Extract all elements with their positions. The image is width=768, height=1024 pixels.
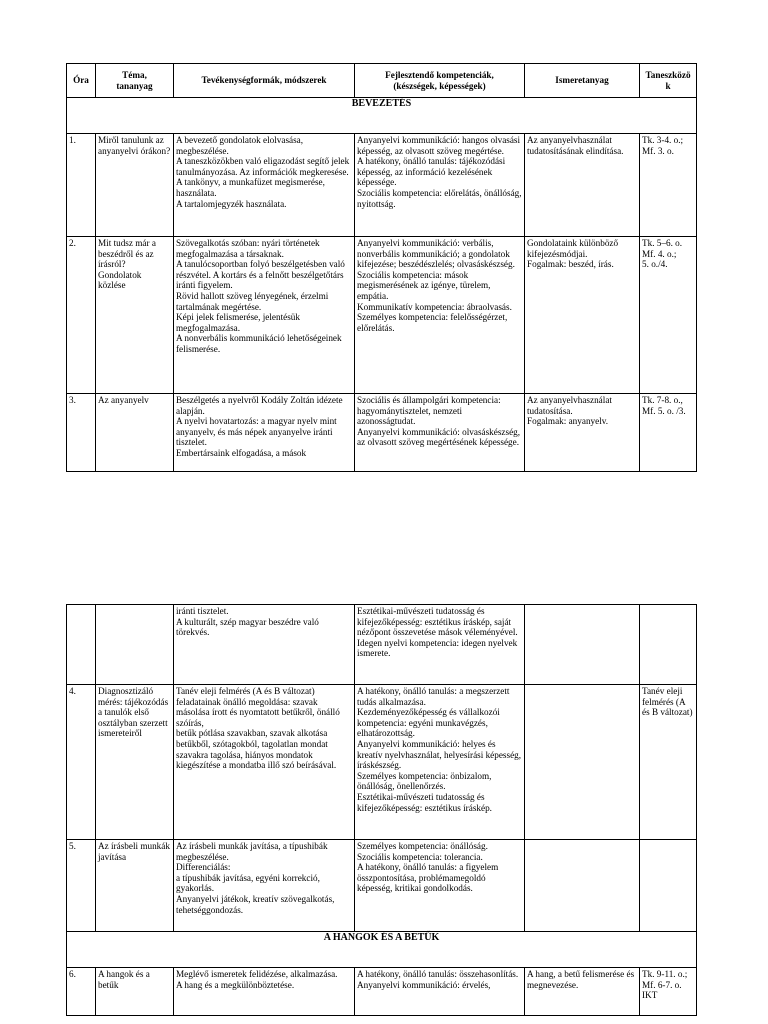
cell-tevekenyseg: Meglévő ismeretek felidézése, alkalmazása. A hang és a megkülönböztetése.: [174, 968, 355, 1016]
table-row: [67, 134, 697, 237]
cell-tema: Az anyanyelv: [96, 394, 174, 472]
section-row: [67, 98, 697, 134]
cell-tevekenyseg: Szövegalkotás szóban: nyári történetek megfogalmazása a társaknak. A tanulócsoportban folyó beszélgetésben való részvétel. A kortárs és a felnőtt beszélgetőtárs iránti figyelem. Rövid hallott szöveg lényegének, érzelmi tartalmának megértése. Képi jelek felismerése, jelentésük megfogalmazása. A nonverbális kommunikáció lehetőségeinek felismerése.: [174, 237, 355, 394]
header-kompetencia: Fejlesztendő kompetenciák, (készségek, képességek): [355, 64, 525, 98]
cell-ismeret: Az anyanyelvhasználat tudatosítása. Fogalmak: anyanyelv.: [525, 394, 640, 472]
header-tevekenyseg: Tevékenységformák, módszerek: [174, 64, 355, 98]
cell-tevekenyseg: Beszélgetés a nyelvről Kodály Zoltán idézete alapján. A nyelvi hovatartozás: a magyar nyelv mint anyanyelv, és más népek anyanyelve iránti tisztelet. Embertársaink elfogadása, a mások: [174, 394, 355, 472]
cell-kompetencia: A hatékony, önálló tanulás: a megszerzett tudás alkalmazása. Kezdeményezőképesség és vállalkozói kompetencia: egyéni munkavégzés, elhatározottság. Anyanyelvi kommunikáció: helyes és kreatív nyelvhasználat, helyesírási képesség, íráskészség. Személyes kompetencia: önbizalom, önállóság, önellenőrzés. Esztétikai-művészeti tudatosság és kifejezőképesség: esztétikus íráskép.: [355, 685, 525, 840]
cell-kompetencia: Esztétikai-művészeti tudatosság és kifejezőképesség: esztétikus íráskép, saját nézőpont összevetése mások véleményével. Idegen nyelvi kompetencia: idegen nyelvek ismerete.: [355, 605, 525, 685]
cell-ismeret: [525, 605, 640, 685]
table-row: [67, 685, 697, 840]
cell-tevekenyseg: iránti tisztelet. A kulturált, szép magyar beszédre való törekvés.: [174, 605, 355, 685]
table-row: [67, 394, 697, 472]
header-ora: Óra: [67, 64, 96, 98]
table-row: [67, 840, 697, 932]
section-title-bevezetes: BEVEZETÉS: [67, 98, 697, 134]
cell-kompetencia: Szociális és állampolgári kompetencia: hagyománytisztelet, nemzeti azonosságtudat. Anyanyelvi kommunikáció: olvasáskészség, az olvasott szöveg megértésének képessége.: [355, 394, 525, 472]
cell-ismeret: Az anyanyelvhasználat tudatosításának elindítása.: [525, 134, 640, 237]
lesson-plan-table-page-2: [66, 604, 697, 1016]
cell-eszkoz: Tk. 3-4. o.; Mf. 3. o.: [640, 134, 697, 237]
cell-tema: Miről tanulunk az anyanyelvi órákon?: [96, 134, 174, 237]
cell-ora: 3.: [67, 394, 96, 472]
cell-ora: [67, 605, 96, 685]
cell-tema: A hangok és a betűk: [96, 968, 174, 1016]
cell-ora: 4.: [67, 685, 96, 840]
cell-kompetencia: Anyanyelvi kommunikáció: verbális, nonverbális kommunikáció; a gondolatok kifejezése; beszédészlelés; olvasáskészség. Szociális kompetencia: mások megismerésének az igénye, türelem, empátia. Kommunikatív kompetencia: ábraolvasás. Személyes kompetencia: felelősségérzet, előrelátás.: [355, 237, 525, 394]
cell-ismeret: [525, 840, 640, 932]
cell-eszkoz: [640, 605, 697, 685]
cell-ismeret: A hang, a betű felismerése és megnevezése.: [525, 968, 640, 1016]
cell-eszkoz: Tk. 7-8. o., Mf. 5. o. /3.: [640, 394, 697, 472]
header-tema: Téma, tananyag: [96, 64, 174, 98]
cell-ismeret: [525, 685, 640, 840]
header-ismeret: Ismeretanyag: [525, 64, 640, 98]
cell-tema: Az írásbeli munkák javítása: [96, 840, 174, 932]
cell-eszkoz: [640, 840, 697, 932]
header-row: [67, 64, 697, 98]
section-row: [67, 932, 697, 968]
cell-kompetencia: A hatékony, önálló tanulás: összehasonlítás. Anyanyelvi kommunikáció: érvelés,: [355, 968, 525, 1016]
cell-tevekenyseg: A bevezető gondolatok elolvasása, megbeszélése. A taneszközökben való eligazodást segítő jelek tanulmányozása. Az információk megkeresése. A tankönyv, a munkafüzet megismerése, használata. A tartalomjegyzék használata.: [174, 134, 355, 237]
cell-ismeret: Gondolataink különböző kifejezésmódjai. Fogalmak: beszéd, írás.: [525, 237, 640, 394]
cell-kompetencia: Anyanyelvi kommunikáció: hangos olvasási képesség, az olvasott szöveg megértése. A hatékony, önálló tanulás: tájékozódási képesség, az információ kezelésének képessége. Szociális kompetencia: előrelátás, önállóság, nyitottság.: [355, 134, 525, 237]
cell-ora: 6.: [67, 968, 96, 1016]
table-row: [67, 237, 697, 394]
cell-tema: Mit tudsz már a beszédről és az írásról? Gondolatok közlése: [96, 237, 174, 394]
lesson-plan-table-page-1: [66, 63, 697, 472]
cell-eszkoz: Tk. 5–6. o. Mf. 4. o.; 5. o./4.: [640, 237, 697, 394]
section-title-hangok: A HANGOK ÉS A BETŰK: [67, 932, 697, 968]
table-row: [67, 968, 697, 1016]
cell-tevekenyseg: Tanév eleji felmérés (A és B változat) feladatainak önálló megoldása: szavak másolása írott és nyomtatott betűkről, önálló szóírás, betűk pótlása szavakban, szavak alkotása betűkből, szótagokból, tagolatlan mondat szavakra tagolása, hiányos mondatok kiegészítése a mondatba illő szó beírásával.: [174, 685, 355, 840]
table-row-continued: [67, 605, 697, 685]
cell-ora: 2.: [67, 237, 96, 394]
cell-ora: 1.: [67, 134, 96, 237]
cell-ora: 5.: [67, 840, 96, 932]
cell-kompetencia: Személyes kompetencia: önállóság. Szociális kompetencia: tolerancia. A hatékony, önálló tanulás: a figyelem összpontosítása, problémamegoldó képesség, kritikai gondolkodás.: [355, 840, 525, 932]
cell-eszkoz: Tk. 9-11. o.; Mf. 6-7. o. IKT: [640, 968, 697, 1016]
header-eszkoz: Taneszközö k: [640, 64, 697, 98]
cell-tema: Diagnosztizáló mérés: tájékozódás a tanulók első osztályban szerzett ismereteiről: [96, 685, 174, 840]
cell-tevekenyseg: Az írásbeli munkák javítása, a típushibák megbeszélése. Differenciálás: a típushibák javítása, egyéni korrekció, gyakorlás. Anyanyelvi játékok, kreatív szövegalkotás, tehetséggondozás.: [174, 840, 355, 932]
cell-eszkoz: Tanév eleji felmérés (A és B változat): [640, 685, 697, 840]
cell-tema: [96, 605, 174, 685]
